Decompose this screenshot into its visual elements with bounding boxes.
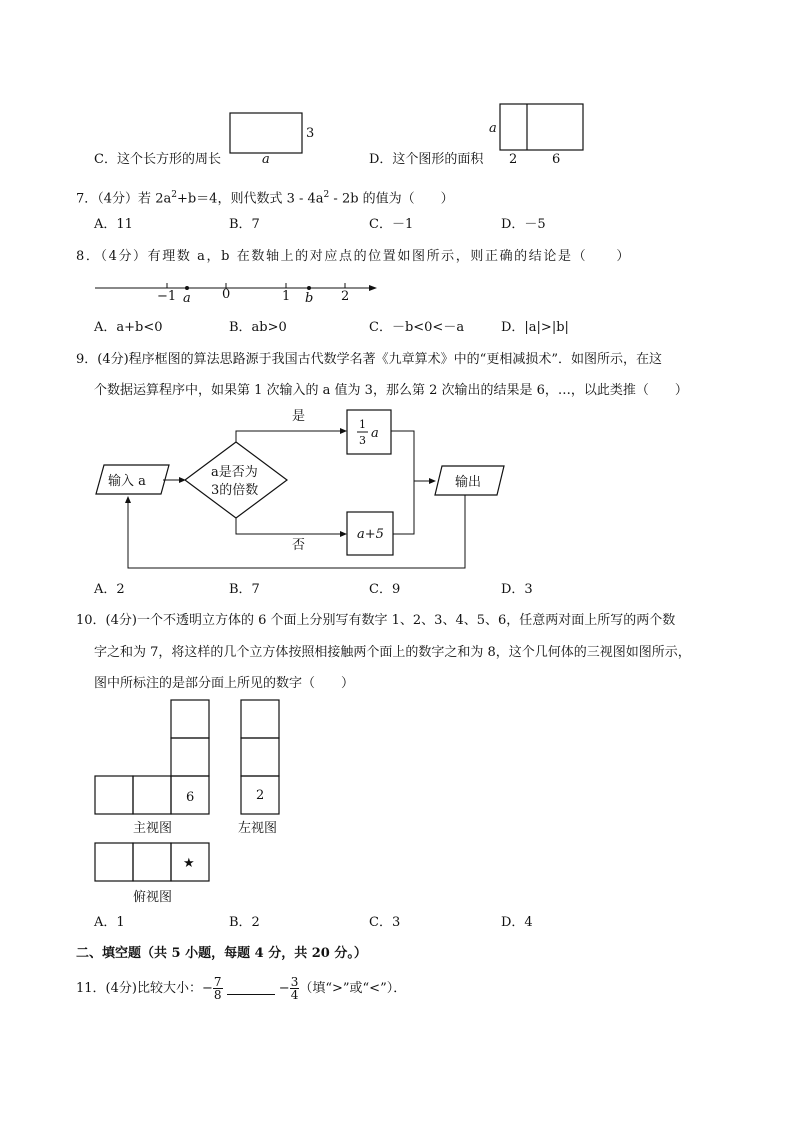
q9-option-b: B．7 [229,582,260,597]
svg-text:3: 3 [359,434,366,447]
q6d-side-label: a [489,121,497,136]
flow-no: 否 [292,538,306,553]
q7-option-c: C．－1 [369,217,414,232]
front-view-label: 主视图 [133,821,173,836]
flow-output-text: 输出 [455,475,482,490]
q10-option-c: C．3 [369,915,401,930]
top-view-label: 俯视图 [133,890,173,905]
flow-decision-line1: a是否为 [211,465,258,480]
q11-frac2: $\frac{3}{4}$ [290,975,299,1002]
q6d-bottom-2: 2 [509,152,518,167]
flow-yes: 是 [292,409,306,424]
q10-stem-line3: 图中所标注的是部分面上所见的数字（ ） [94,676,355,691]
q6d-bottom-6: 6 [552,152,561,167]
q10-stem-line1: 10．(4分)一个不透明立方体的 6 个面上分别写有数字 1、2、3、4、5、6，任意两对面上所写的两个数 [76,613,676,628]
q9-option-a: A．2 [94,582,125,597]
tick-neg1: −1 [157,289,177,304]
left-view-label: 左视图 [238,821,278,836]
q6-option-c: C．这个长方形的周长 [94,152,221,167]
q6c-side-label: 3 [306,126,315,141]
flow-input-text: 输入 a [108,474,146,489]
top-view-star: ★ [183,856,195,871]
q7-option-b: B．7 [229,217,260,232]
q8-option-a: A．a+b<0 [94,320,163,335]
q9-option-d: D．3 [501,582,533,597]
q10-option-d: D．4 [501,915,533,930]
tick-2: 2 [341,289,350,304]
q9-option-c: C．9 [369,582,401,597]
q11-stem: 11．(4分)比较大小：− $\frac{7}{8}$ − $\frac{3}{4}$ （填“>”或“<”）． [76,975,407,1002]
q10-option-a: A．1 [94,915,125,930]
tick-0: 0 [222,287,231,302]
q9-stem-line1: 9．(4分)程序框图的算法思路源于我国古代数学名著《九章算术》中的“更相减损术”．如图所示，在这 [76,352,662,367]
q7-stem: 7．（4分）若 $2a^2+b=4$，则代数式 $3 - 4a^2 - 2b$ 的值为（ ） [76,190,454,207]
q11-frac1: $\frac{7}{8}$ [213,975,222,1002]
q8-option-b: B．ab>0 [229,320,287,335]
q8-stem: 8．（4分）有理数 a，b 在数轴上的对应点的位置如图所示，则正确的结论是（ ） [76,249,631,264]
q7-option-a: A．11 [94,217,133,232]
q10-option-b: B．2 [229,915,260,930]
q7-option-d: D．－5 [501,217,546,232]
front-view-number: 6 [186,790,195,805]
svg-text:1: 1 [359,418,366,431]
q8-option-d: D．|a|>|b| [501,320,569,335]
q11-answer-blank [227,982,275,995]
q8-option-c: C．－b<0<－a [369,320,465,335]
flow-no-box-text: a+5 [357,527,384,542]
q9-stem-line2: 个数据运算程序中，如果第 1 次输入的 a 值为 3，那么第 2 次输出的结果是 6，…，以此类推（ ） [94,383,688,398]
q6c-bottom-label: a [262,152,270,167]
section2-title: 二、填空题（共 5 小题，每题 4 分，共 20 分。） [76,946,367,961]
flow-decision-line2: 3的倍数 [211,483,259,498]
svg-text:a: a [371,426,379,441]
q6-option-d: D．这个图形的面积 [369,152,484,167]
q10-stem-line2: 字之和为 7，将这样的几个立方体按照相接触两个面上的数字之和为 8，这个几何体的三视图如图所示， [94,645,691,660]
label-b: b [305,291,314,306]
left-view-number: 2 [256,788,265,803]
tick-1: 1 [282,289,291,304]
label-a: a [183,291,191,306]
